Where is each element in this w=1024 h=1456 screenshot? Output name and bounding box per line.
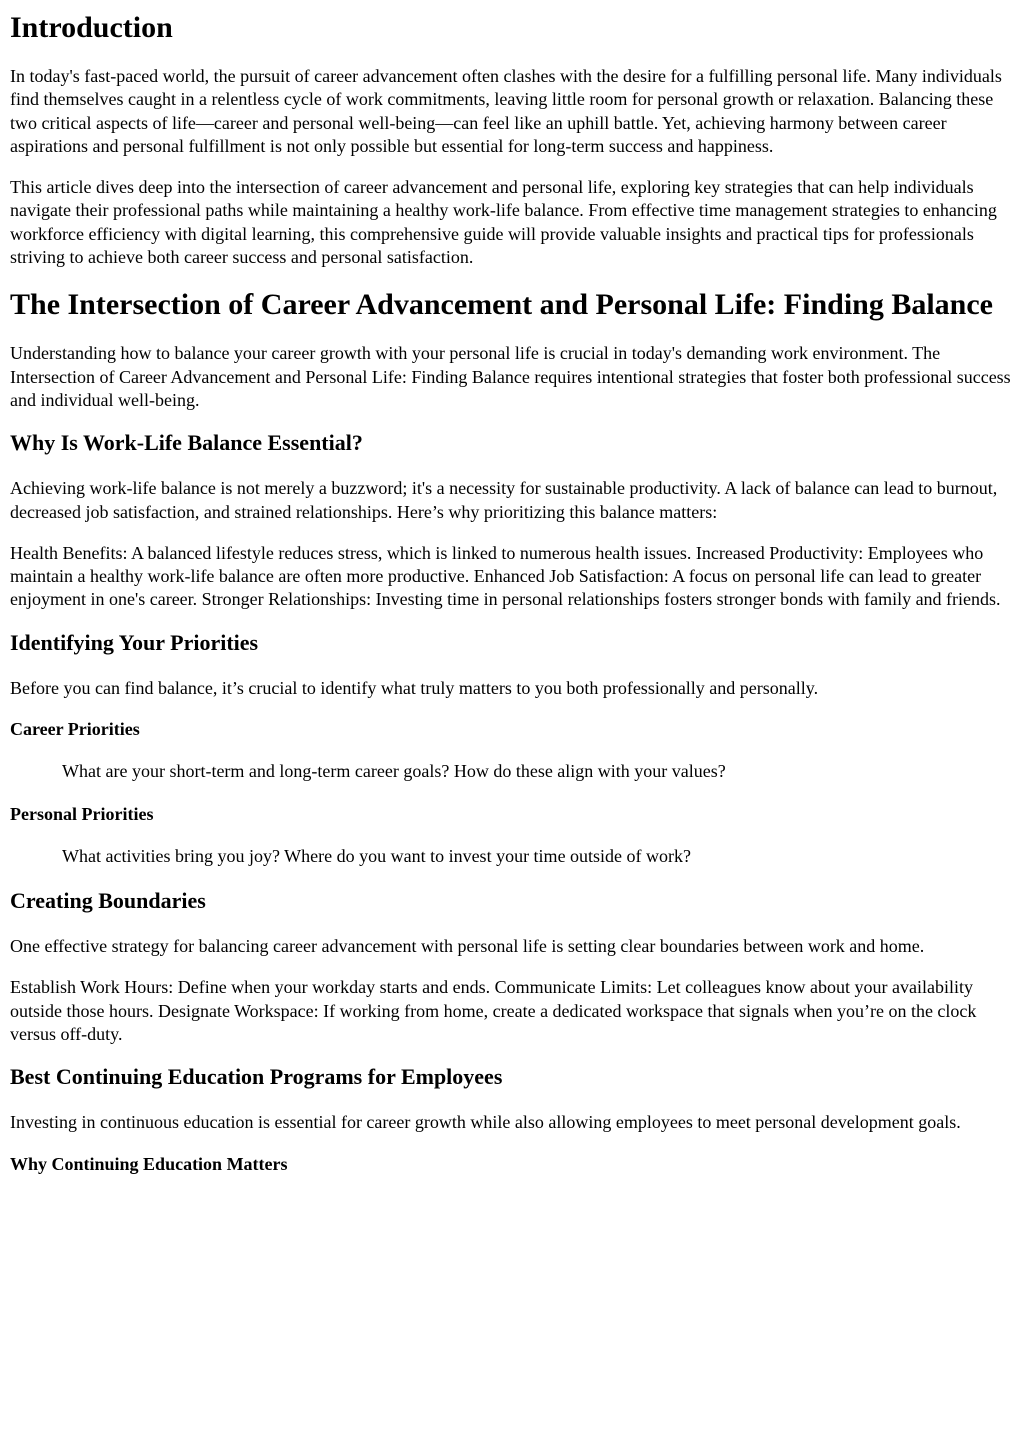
career-priorities-quote: What are your short-term and long-term career goals? How do these align with your values? [62,761,726,782]
why-balance-paragraph-1: Achieving work-life balance is not merely a buzzword; it's a necessity for sustainable productivity. A lack of balance can lead to burnout, decreased job satisfaction, and strained relationships. Here’s why prioritizing this balance matters: [10,478,998,522]
section-heading: The Intersection of Career Advancement and Personal Life: Finding Balance [10,288,993,322]
why-balance-paragraph-2: Health Benefits: A balanced lifestyle reduces stress, which is linked to numerous health issues. Increased Productivity: Employees who maintain a healthy work-life balance are often more productive. Enhanced Job Satisfaction: A focus on personal life can lead to greater enjoyment in one's career. Stronger Relationships: Investing time in personal relationships fosters stronger bonds with family and friends. [10,542,1001,610]
section-paragraph-1: Understanding how to balance your career growth with your personal life is crucial in today's demanding work environment. The Intersection of Career Advancement and Personal Life: Finding Balance requires intentional strategies that foster both professional success and individual well-being. [10,343,1011,410]
priorities-heading: Identifying Your Priorities [10,629,259,655]
career-priorities-heading: Career Priorities [10,719,140,740]
boundaries-paragraph-1: One effective strategy for balancing career advancement with personal life is setting clear boundaries between work and home. [10,936,925,957]
intro-paragraph-1: In today's fast-paced world, the pursuit of career advancement often clashes with the desire for a fulfilling personal life. Many individuals find themselves caught in a relentless cycle of work commitments, leaving little room for personal growth or relaxation. Balancing these two critical aspects of life—career and personal well-being—can feel like an uphill battle. Yet, achieving harmony between career aspirations and personal fulfillment is not only possible but essential for long-term success and happiness. [10,66,1002,156]
priorities-paragraph: Before you can find balance, it’s crucial to identify what truly matters to you both professionally and personally. [10,677,819,698]
education-heading: Best Continuing Education Programs for Employees [10,1064,503,1090]
intro-paragraph-2: This article dives deep into the intersection of career advancement and personal life, exploring key strategies that can help individuals navigate their professional paths while maintaining a healthy work-life balance. From effective time management strategies to enhancing workforce efficiency with digital learning, this comprehensive guide will provide valuable insights and practical tips for professionals striving to achieve both career success and personal satisfaction. [10,177,997,268]
intro-heading: Introduction [10,11,173,44]
why-balance-heading: Why Is Work-Life Balance Essential? [10,430,363,456]
boundaries-heading: Creating Boundaries [10,888,206,914]
personal-priorities-heading: Personal Priorities [10,804,154,825]
boundaries-paragraph-2: Establish Work Hours: Define when your workday starts and ends. Communicate Limits: Let colleagues know about your availability outside those hours. Designate Workspace: If working from home, create a dedicated workspace that signals when you’re on the clock versus off-duty. [10,977,977,1044]
education-paragraph: Investing in continuous education is essential for career growth while also allowing employees to meet personal development goals. [10,1112,961,1133]
personal-priorities-quote: What activities bring you joy? Where do you want to invest your time outside of work? [62,846,692,867]
education-why-heading: Why Continuing Education Matters [10,1153,288,1174]
article [0,10,1024,1175]
